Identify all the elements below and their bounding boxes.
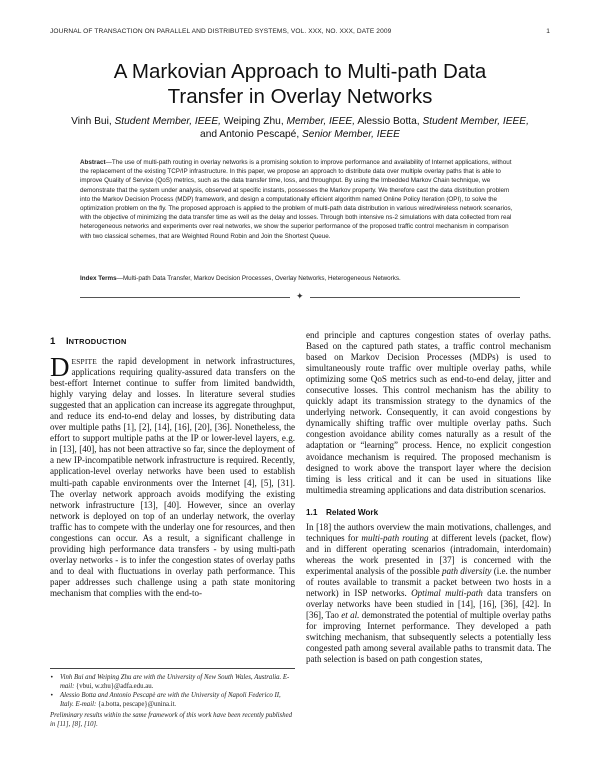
author-role: Student Member, IEEE,: [114, 116, 221, 127]
subsection-number: 1.1: [306, 507, 318, 517]
section-separator: [80, 293, 520, 303]
separator-rule-left: [80, 297, 290, 298]
footnote-affiliation-2: [50, 692, 295, 709]
section-title-initial: I: [66, 336, 69, 347]
related-text: In [18] the authors overview the main motivations, challenges, and techniques for: [306, 521, 551, 543]
related-text: (i.e. the number of routes available to transmit a packet between two hosts in a network) in ISP networks.: [306, 565, 552, 598]
footnote-email: {vbui, w.zhu}@adfa.edu.au: [76, 682, 152, 690]
author-list: [60, 116, 540, 141]
title-line-1: A Markovian Approach to Multi-path Data: [113, 60, 487, 83]
author-role: Member, IEEE,: [286, 116, 356, 127]
separator-diamond-icon: ✦: [296, 292, 304, 302]
index-terms: [80, 274, 520, 283]
subsection-heading: [306, 507, 551, 518]
related-emphasis: multi-path routing: [361, 532, 429, 543]
drop-cap: D: [50, 352, 70, 382]
related-emphasis: et al.: [341, 610, 360, 621]
paper-title: [50, 59, 550, 109]
footnote-text: .: [151, 682, 154, 690]
related-emphasis: Optimal multi-path: [411, 587, 483, 598]
author-role: Senior Member, IEEE: [302, 128, 400, 140]
right-column: [306, 330, 551, 665]
related-text: at different levels (packet, flow) and in different operating scenarios (intradomain, interdomain) whereas the work presented in [37] is concerned with the experimental analysis of the possible: [306, 532, 551, 576]
footnote-text: Vinh Bui and Weiping Zhu are with the University of New South Wales, Australia. E-mail:: [60, 674, 290, 690]
abstract: [80, 158, 520, 241]
related-work-paragraph: [306, 522, 551, 666]
page-number: 1: [546, 28, 550, 35]
related-text: data transfers on overlay networks have been studied in [14], [16], [36], [42]. In [36], Tao: [306, 587, 551, 621]
author-name: Alessio Botta,: [357, 116, 420, 127]
intro-paragraph-continued: end principle and captures congestion states of overlay paths. Based on the captured path states, a traffic control mechanism based on Markov Decision Processes (MDPs) is used to simultaneously route traffic over multiple overlay paths, while optimizing some QoS metrics such as end-to-end delay, jitter and consecutive losses. This control mechanism has the ability to quickly adapt its transmission strategy to the dynamics of the underlying network. Consequently, it can avoid congestions by dynamically shifting traffic over multiple overlay paths. Such congestion avoidance ability comes naturally as a result of the adaptation or “learning” process. Hence, no explicit congestion avoidance mechanism is required. The proposed mechanism is designed to work above the transport layer where the decision timing is less critical and it can be used in situations like multimedia streaming applications and data distribution scenarios.: [306, 330, 551, 495]
drop-cap-word: ESPITE: [71, 357, 97, 366]
authors-line-2: [60, 129, 540, 142]
index-terms-text: —Multi-path Data Transfer, Markov Decision Processes, Overlay Networks, Heterogeneous Networks.: [116, 275, 401, 282]
related-text: demonstrated the potential of multiple overlay paths for improving Internet performance. They developed a path switching mechanism, that subsequently selects a potentially less congested path among several available paths to transmit data. The path selection is based on path congestion states,: [306, 610, 551, 665]
author-name: Vinh Bui,: [71, 116, 112, 127]
footnote-text: Alessio Botta and Antonio Pescapè are with the University of Napoli Federico II, Italy. E-mail:: [60, 692, 281, 708]
abstract-text: —The use of multi-path routing in overlay networks is a promising solution to improve performance and availability of Internet applications, without the replacement of the existing TCP/IP infrastructure. In this paper, we propose an approach to distribute data over multiple overlay paths that is able to improve Quality of Service (QoS) metrics, such as the data transfer time, loss, and throughput. By using the Imbedded Markov Chain technique, we demonstrate that the system under analysis, observed at specific instants, possesses the Markov property. We therefore cast the data distribution problem into the Markov Decision Process (MDP) framework, and design a computationally efficient algorithm named Online Policy Iteration (OPI), to solve the optimization problem on the fly. The proposed approach is applied to the problem of multi-path data distribution in various wired/wireless network scenarios, with the objective of minimizing the data transfer time as well as the delay and losses. Through both intensive ns-2 simulations with data collected from real heterogeneous networks and experiments over real networks, we show the superior performance of the proposed traffic control mechanism in comparison with two classical schemes, that are Weighted Round Robin and Join the Shortest Queue.: [80, 159, 513, 240]
footnote-email: {a.botta, pescape}@unina.it: [97, 700, 175, 708]
subsection-title: Related Work: [326, 507, 379, 517]
title-line-2: Transfer in Overlay Networks: [167, 85, 433, 108]
footnotes: [50, 668, 295, 730]
section-number: 1: [50, 336, 56, 347]
author-role: Student Member, IEEE,: [422, 116, 529, 127]
abstract-label: Abstract: [80, 159, 106, 166]
footnote-affiliation-1: [50, 674, 295, 691]
section-title-rest: NTRODUCTION: [68, 337, 127, 346]
left-column: [50, 330, 295, 599]
author-name: and Antonio Pescapé,: [200, 128, 300, 140]
footnote-preliminary: Preliminary results within the same framework of this work have been recently published in [11], [8], [10].: [50, 712, 293, 728]
author-name: Weiping Zhu,: [223, 116, 284, 127]
index-terms-label: Index Terms: [80, 275, 117, 282]
footnote-text: .: [174, 700, 177, 708]
bullet-icon: •: [50, 674, 54, 681]
related-emphasis: path diversity: [441, 565, 492, 576]
section-heading: [50, 336, 295, 348]
intro-text: the rapid development in network infrastructures, applications requiring quality-assured data transfers on the best-effort Internet continue to suffer from limited bandwidth, highly varying delay and losses. In literature several studies suggested that an application can increase its aggregate throughput, and reduce its end-to-end delay and losses, by distributing data over multiple paths [1], [2], [14], [16], [20], [36]. Nonetheless, the effort to support multiple paths at the IP or lower-level layers, e.g. in [13], [40], has not been attractive so far, since the deployment of a new IP-incompatible network infrastructure is required. Recently, application-level overlay networks have been used to establish multi-path capable environments over the Internet [4], [5], [31]. The overlay network approach avoids modifying the existing network infrastructure [13], [40]. However, since an overlay network is deployed on top of an underlay network, the overlay traffic has to compete with the underlay one for resources, and then congestions can occur. As a result, a significant challenge in providing high performance data transfers - by using multi-path overlay networks - is to infer the congestion states of overlay paths and to deal with fluctuations in overlay path performance. This paper addresses such challenge using a path state monitoring mechanism that complies with the end-to-: [50, 356, 296, 598]
journal-name: JOURNAL OF TRANSACTION ON PARALLEL AND DISTRIBUTED SYSTEMS, VOL. XXX, NO. XXX, DATE 2009: [50, 28, 392, 35]
intro-paragraph: [50, 352, 296, 599]
authors-line-1: [60, 116, 540, 129]
bullet-icon: •: [50, 692, 54, 700]
separator-rule-right: [310, 297, 520, 298]
running-header: [50, 28, 550, 38]
